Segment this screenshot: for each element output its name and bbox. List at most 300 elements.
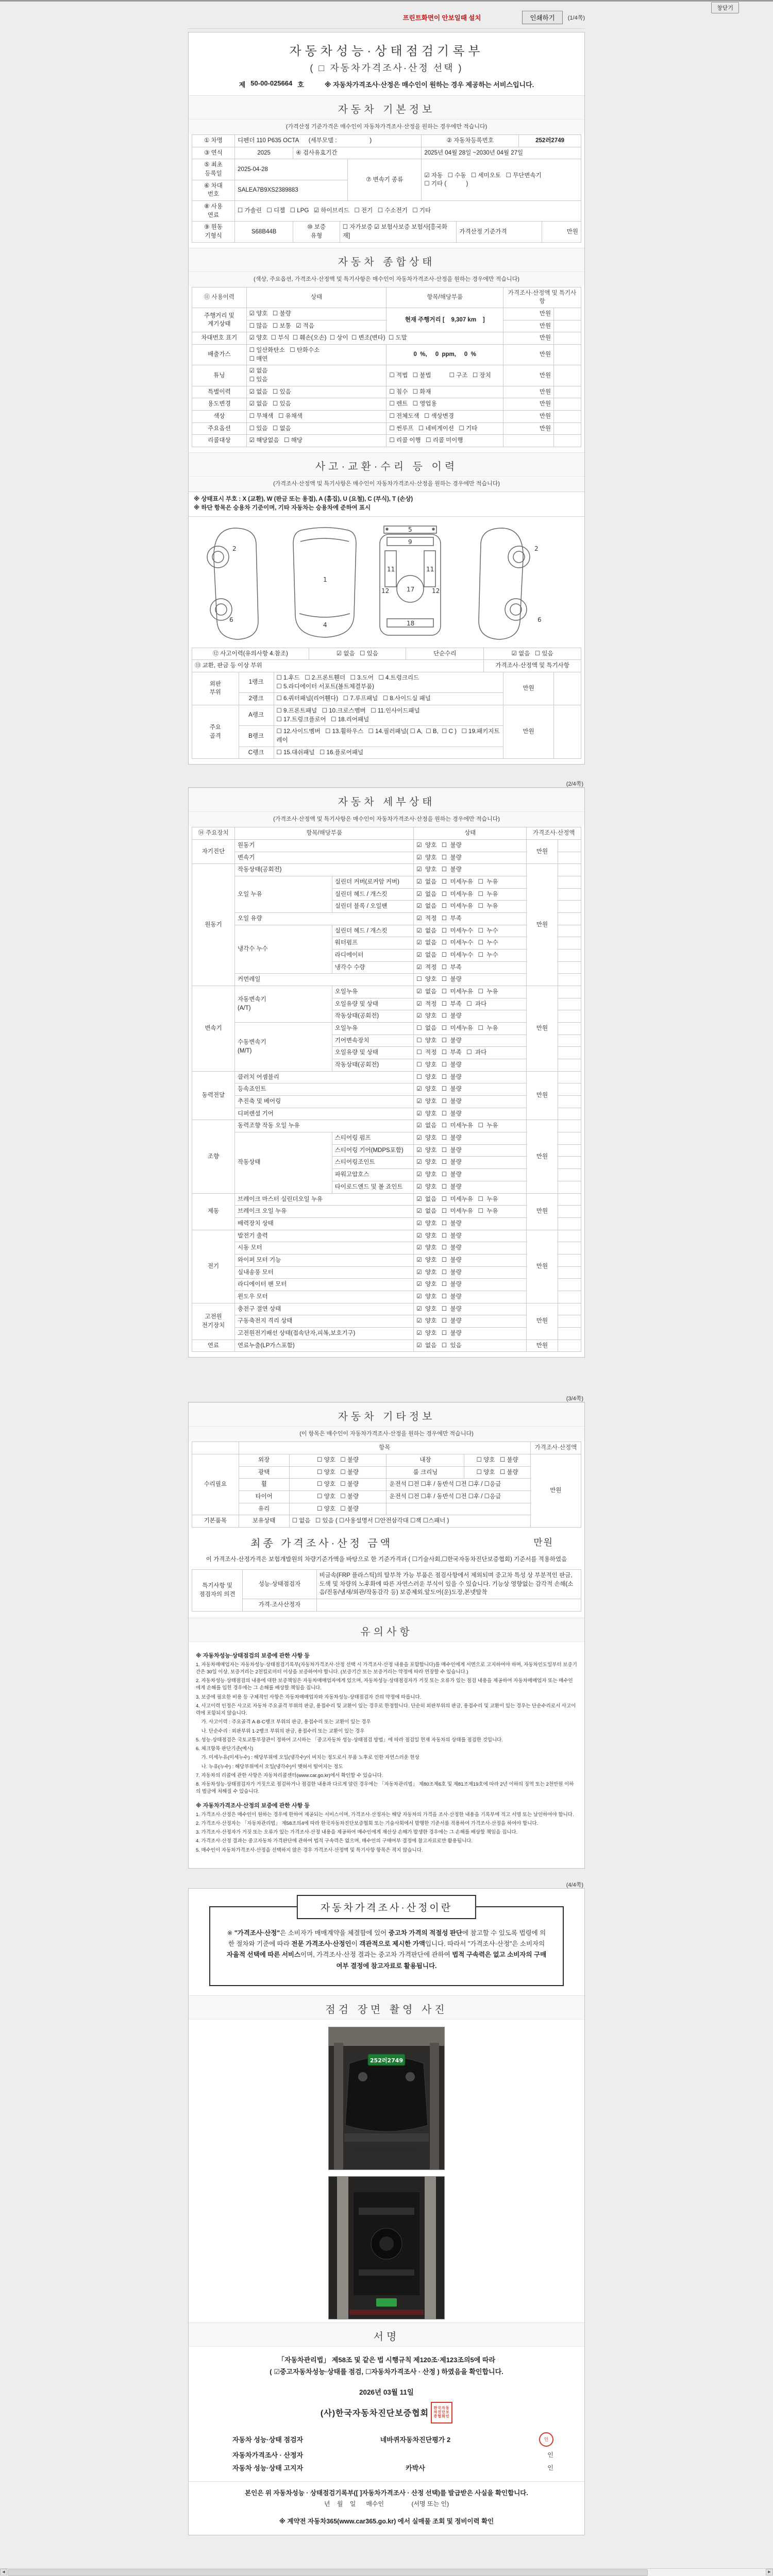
diagram-label: 1 <box>323 575 327 583</box>
checkbox-cell[interactable]: ☑ 양호 ☐ 불량 <box>414 1157 527 1169</box>
notice-item: 8. 자동차성능·상태점검자가 거짓으로 점검하거나 점검한 내용과 다르게 알린 경우에는 「자동차관리법」 제80조제6호 및 제81조제19호에 따라 2년 이하의 징역 또는 2천만원 이하의 벌금에 처해질 수 있습니다. <box>196 1782 574 1795</box>
cell: 실내송풍 모터 <box>235 1266 414 1279</box>
buyer-confirm-statement[interactable]: 본인은 위 자동차성능 · 상태점검기록부([ ]자동차가격조사 · 산정 선택)를 발급받은 사실을 확인합니다. <box>189 2481 584 2497</box>
cell: 만원 <box>503 365 553 386</box>
checkbox-cell[interactable]: ☑ 없음 ☐ 미세누수 ☐ 누수 <box>414 937 527 950</box>
cell <box>558 1035 581 1047</box>
checkbox-cell[interactable]: ☑ 없음 ☐ 미세누유 ☐ 누유 <box>414 888 527 901</box>
checkbox-cell[interactable]: ☑ 없음 ☐ 있음 <box>246 398 386 411</box>
checkbox-cell[interactable]: ☑ 양호 ☐ 불량 <box>414 1303 527 1315</box>
sign-row-label: 자동차가격조사 · 산정자 <box>232 2451 304 2459</box>
cell: 자동변속기 (A/T) <box>235 986 332 1023</box>
checkbox-cell[interactable]: ☐ 양호 ☐ 불량 <box>414 1059 527 1072</box>
inspector-opinion-table <box>189 1569 584 1612</box>
cell: 시동 모터 <box>235 1242 414 1255</box>
cell: 추진축 및 베어링 <box>235 1096 414 1108</box>
checkbox-cell[interactable]: ☑ 양호 ☐ 불량 <box>246 308 386 320</box>
notice-block2-items <box>196 1811 577 1854</box>
cell: 만원 <box>527 864 558 986</box>
doc-no: 50-00-025664 <box>250 79 293 87</box>
cell <box>558 1059 581 1072</box>
sign-statement-line2[interactable]: ( ☑중고자동차성능·상태를 점검, ☐자동차가격조사 · 산정 ) 하였음을 확인합니다. <box>270 2368 503 2376</box>
accident-history-table <box>189 648 584 672</box>
checkbox-cell[interactable]: ☐ 없음 ☐ 있음 ( ☐사용설명서 ☐안전삼각대 ☐잭 ☐스패너 ) <box>289 1515 530 1528</box>
checkbox-cell[interactable]: ☐ 렌트 ☐ 영업용 <box>386 398 503 411</box>
state-code-line1: ※ 상태표시 부호 : X (교환), W (판금 또는 용접), A (흠집), U (요철), C (부식), T (손상) <box>194 496 413 503</box>
sign-row-notifier <box>189 2461 584 2474</box>
checkbox-cell[interactable]: ☑ 양호 ☐ 불량 <box>414 1108 527 1120</box>
checkbox-cell[interactable]: ☐ 9.프론트패널 ☐ 10.크로스멤버 ☐ 11.인사이드패널 ☐ 17.트렁크플로어 ☐ 18.리어패널 <box>274 705 503 725</box>
cell: 오일 유량 <box>235 913 414 925</box>
section-other-note: (이 항목은 매수인이 자동차가격조사·산정을 원하는 경우에만 적습니다) <box>189 1427 584 1442</box>
cell: 성능·상태점검자 <box>243 1569 316 1599</box>
checkbox-cell[interactable]: ☑ 없음 ☐ 미세누수 ☐ 누수 <box>414 950 527 962</box>
printer-install-link[interactable]: 프린트화면이 안보일때 설치 <box>402 14 481 22</box>
sign-org-line <box>189 2402 584 2424</box>
cell: 변속기 <box>192 986 235 1072</box>
cell: 만원 <box>503 345 553 365</box>
cell: 색상 <box>192 411 247 423</box>
section-sign <box>189 2323 584 2347</box>
cell: 튜닝 <box>192 365 247 386</box>
notice-item: 4. 사고이력 인정은 사고로 자동차 주요골격 부위의 판금, 용접수리 및 교환이 있는 경우로 한정합니다. 단순히 외판부위의 판금, 용접수리 및 교환이 있는 경우는 단순수리로서 사고이력에 포함되지 않습니다. <box>196 1703 576 1717</box>
checkbox-cell[interactable]: ☑ 없음 ☐ 있음 <box>414 1340 527 1352</box>
cell: 차대번호 표기 <box>192 332 247 345</box>
checkbox-cell[interactable]: ☑ 양호 ☐ 불량 <box>414 1132 527 1145</box>
cell <box>558 1144 581 1157</box>
cell: 외판 부위 <box>192 672 239 705</box>
checkbox-cell[interactable]: ☑ 양호 ☐ 불량 <box>414 1266 527 1279</box>
diagram-label: 2 <box>534 545 539 552</box>
cell: 특기사항 및 점검자의 의견 <box>192 1569 243 1611</box>
checkbox-cell[interactable]: ☑ 양호 ☐ 불량 <box>414 840 527 852</box>
cell <box>558 925 581 937</box>
section-notice-title: 유의사항 <box>360 1626 413 1638</box>
checkbox-cell[interactable]: ☐ 썬루프 ☐ 네비게이션 ☐ 기타 <box>386 422 503 435</box>
text-segment: 은 소비자가 매매계약을 체결함에 있어 <box>280 1929 389 1937</box>
notice-body <box>189 1642 584 1863</box>
price-basis-line[interactable]: 이 가격조사·산정가격은 보험개발원의 차량기준가액을 바탕으로 한 기준가격과 ( ☐기술사회,☐한국자동차진단보증협회) 기준서를 적용하였음 <box>206 1556 567 1563</box>
cell: 수리필요 <box>192 1454 239 1515</box>
notice-item: 5. 매수인이 자동차가격조사·산정을 선택하지 않은 경우 가격조사·산정액 및 특기사항 항목은 적지 않습니다. <box>196 1847 423 1853</box>
section-photos <box>189 1995 584 2020</box>
notice-item: 5. 성능·상태점검은 국토교통부장관이 정하여 고시하는 「중고자동차 성능·상태점검 방법」에 따라 점검일 현재 자동차의 상태를 점검한 것입니다. <box>196 1737 503 1743</box>
section-detail-note: (가격조사·산정액 및 특기사항은 매수인이 자동차가격조사·산정을 원하는 경우에만 적습니다) <box>189 812 584 827</box>
diagram-label: 17 <box>407 585 415 593</box>
cell: 동력조향 작동 오일 누유 <box>235 1120 414 1132</box>
checkbox-cell[interactable]: ☐ 없음 ☐ 미세누유 ☐ 누유 <box>414 1023 527 1035</box>
sign-org-name: (사)한국자동차진단보증협회 <box>320 2409 429 2418</box>
cell: 조향 <box>192 1120 235 1193</box>
cell: 만원 <box>527 1120 558 1193</box>
cell: 커먼레일 <box>235 974 414 986</box>
checkbox-cell[interactable]: ☑ 없음 ☐ 미세누유 ☐ 누유 <box>414 1206 527 1218</box>
checkbox-cell[interactable]: ☐ 1.후드 ☐ 2.프론트휀더 ☐ 3.도어 ☐ 4.트렁크리드 ☐ 5.라디에이터 서포트(볼트체결부품) <box>274 672 503 692</box>
notice-item: 나. 단순수리 : 외판부위 1·2랭크 부위의 판금, 용접수리 또는 교환이 있는 경우 <box>196 1728 365 1734</box>
cell: 디퍼렌셜 기어 <box>235 1108 414 1120</box>
checkbox-cell[interactable]: ☑ 없음 ☐ 미세누유 ☐ 누유 <box>414 901 527 913</box>
cell: 냉각수 수량 <box>332 961 414 974</box>
cell: 스티어링 기어(MDPS포함) <box>332 1144 414 1157</box>
cell: 전기 <box>192 1230 235 1303</box>
horizontal-scrollbar[interactable] <box>0 2568 773 2576</box>
text-segment: 이며, 가격조사·산정 결과는 중고차 가격판단에 관하여 <box>300 1951 452 1959</box>
checkbox-cell[interactable]: ☑ 양호 ☐ 불량 <box>414 1181 527 1193</box>
cell: 제동 <box>192 1193 235 1230</box>
cell: 만원 <box>527 1230 558 1303</box>
inspection-photo-2 <box>328 2176 445 2319</box>
checkbox-cell[interactable]: ☐ 적법 ☐ 불법 ☐ 구조 ☐ 장치 <box>386 365 503 386</box>
section-basic-title: 자동차 기본정보 <box>338 104 435 115</box>
inspection-photos <box>189 2020 584 2323</box>
checkbox-cell[interactable]: ☐ 양호 ☐ 불량 <box>289 1490 386 1503</box>
checkbox-cell[interactable]: ☐ 15.대쉬패널 ☐ 16.플로어패널 <box>274 747 503 759</box>
notice-item: 7. 자동차의 리콜에 관한 사항은 자동차리콜센터(www.car.go.kr)에서 확인할 수 있습니다. <box>196 1772 383 1778</box>
car-damage-diagram <box>189 517 584 648</box>
checkbox-cell[interactable]: ☐ 있음 ☐ 없음 <box>246 422 386 435</box>
cell: 가격·조사산정자 <box>243 1599 316 1611</box>
checkbox-cell[interactable]: ☑ 없음 ☐ 미세누유 ☐ 누유 <box>414 1193 527 1206</box>
cell: 만원 <box>503 672 553 705</box>
checkbox-cell[interactable]: ☑ 적정 ☐ 부족 <box>414 961 527 974</box>
notice-item: 6. 체크항목 판단기준(예시) <box>196 1746 254 1752</box>
cell: 252러2749 <box>519 135 581 147</box>
cell <box>558 1340 581 1352</box>
cell: ⑩ 보증 유형 <box>293 222 340 242</box>
checkbox-cell[interactable]: ☑ 양호 ☐ 불량 <box>414 1083 527 1096</box>
cell <box>558 1230 581 1242</box>
cell: ② 자동차등록번호 <box>422 135 519 147</box>
cell <box>558 1291 581 1303</box>
doc-no-prefix: 제 <box>239 81 246 89</box>
checkbox-cell[interactable]: ☐ 양호 ☐ 불량 <box>289 1466 386 1479</box>
cell: 원동기 <box>235 840 414 852</box>
cell <box>558 913 581 925</box>
cell <box>558 1023 581 1035</box>
scroll-left-button[interactable]: ◀ <box>0 2569 7 2575</box>
cell: 타이로드엔드 및 볼 죠인트 <box>332 1181 414 1193</box>
cell <box>558 1108 581 1120</box>
cell: 구동축전지 격리 상태 <box>235 1315 414 1328</box>
checkbox-cell[interactable]: ☐ 양호 ☐ 불량 <box>414 1071 527 1083</box>
window-top-strip <box>0 0 773 2</box>
cell <box>558 1047 581 1059</box>
cell: 수동변속기 (M/T) <box>235 1023 332 1072</box>
checkbox-cell[interactable]: ☐ 많음 ☐ 보통 ☑ 적음 <box>246 320 386 332</box>
state-code-line2: ※ 하단 항목은 승용차 기준이며, 기타 자동차는 승용차에 준하여 표시 <box>194 505 371 512</box>
scrollbar-thumb[interactable] <box>8 2569 648 2576</box>
diagram-label: 6 <box>537 616 542 623</box>
diagram-label: 6 <box>229 616 233 623</box>
checkbox-cell[interactable]: ☑ 없음 ☐ 있음 <box>246 386 386 398</box>
cell <box>558 986 581 998</box>
text-segment: 법적 구속력은 없고 소비자의 구매여부 결정에 참고자료로 활용됩니다. <box>336 1951 547 1970</box>
cell: ⑦ 변속기 종류 <box>347 159 421 201</box>
text-segment: 입니다. 따라서 "가격조사·산정"은 소비자의 <box>425 1940 545 1948</box>
checkbox-cell[interactable]: 운전석 ☐전 ☐후 / 동반석 ☐전 ☐후 / ☐응급 <box>386 1479 530 1491</box>
cell: 충전구 절연 상태 <box>235 1303 414 1315</box>
cell: 작동상태(공회전) <box>332 1010 414 1023</box>
cell: 라디에이터 <box>332 950 414 962</box>
notice-block2-heading: ※ 자동차가격조사·산정의 보증에 관한 사항 등 <box>196 1802 310 1809</box>
checkbox-cell[interactable]: ☐ 양호 ☐ 불량 <box>289 1503 386 1515</box>
cell: 비금속(FRP 플라스틱)의 탈부착 가능 부품은 점검사항에서 제외되며 중고차 특성 상 부분적인 판금, 도색 및 차량의 노후화에 따른 자연스러운 부식이 있을 수 있습니다. 기능상 영향없는 감각적 손해(소음/진동/냄새/외관/작동감각 등) 보증제외.앞도어(운)도장,본넷탈착 <box>316 1569 581 1599</box>
cell <box>554 398 581 411</box>
cell: 배력장치 상태 <box>235 1217 414 1230</box>
sign-row-value: 카박사 <box>406 2464 425 2472</box>
cell: 만원 <box>527 840 558 864</box>
cell: 만원 <box>503 705 553 758</box>
cell: 오일 누유 <box>235 876 332 913</box>
text-segment: 에 참고할 수 있도록 법령에 의한 절차와 기준에 따라 <box>228 1929 546 1948</box>
checkbox-cell[interactable]: ☑ 양호 ☐ 불량 <box>414 1291 527 1303</box>
detail-state-table <box>189 827 584 1352</box>
cell: C랭크 <box>239 747 274 759</box>
notice-item: 4. 가격조사·산정 결과는 중고자동차 가격판단에 관하여 법적 구속력은 없으며, 매수인의 구매여부 결정에 참고자료로만 활용됩니다. <box>196 1838 473 1844</box>
checkbox-cell[interactable]: ☑ 자동 ☐ 수동 ☐ 세미오토 ☐ 무단변속기 ☐ 기타 ( ) <box>422 159 581 201</box>
cell: 실린더 커버(로커암 커버) <box>332 876 414 889</box>
checkbox-cell[interactable]: ☑ 없음 ☐ 있음 <box>246 365 386 386</box>
checkbox-cell[interactable]: ☑ 양호 ☐ 불량 <box>414 1242 527 1255</box>
document-subtitle: ( □ 자동차가격조사·산정 선택 ) <box>310 63 463 73</box>
cell: 가격산정 기준가격 <box>457 222 542 242</box>
checkbox-cell[interactable]: ☑ 해당없음 ☐ 해당 <box>246 435 386 447</box>
checkbox-cell[interactable]: ☑ 양호 ☐ 불량 <box>414 864 527 876</box>
cell <box>558 1254 581 1266</box>
cell: 항목 <box>239 1442 530 1454</box>
checkbox-cell[interactable]: ☑ 적정 ☐ 부족 <box>414 913 527 925</box>
cell <box>558 876 581 889</box>
about-price-title: 자동차가격조사·산정이란 <box>297 1895 476 1919</box>
cell: 작동상태 <box>235 1132 332 1193</box>
cell: 고전원전기배선 상태(접속단자,피복,보호기구) <box>235 1327 414 1340</box>
cell: ③ 연식 <box>192 147 235 159</box>
cell: 실린더 헤드 / 개스킷 <box>332 925 414 937</box>
cell: 발전기 출력 <box>235 1230 414 1242</box>
cell: 단순수리 <box>406 648 484 660</box>
text-segment: 자율적 선택에 따른 서비스 <box>226 1951 301 1959</box>
cell: 오일누유 <box>332 986 414 998</box>
cell: 2025년 04월 28일 ~2030년 04월 27일 <box>422 147 581 159</box>
cell: 휠 <box>239 1479 289 1491</box>
cell: ① 차명 <box>192 135 235 147</box>
checkbox-cell[interactable]: ☐ 리콜 이행 ☐ 리콜 미이행 <box>386 435 503 447</box>
cell: 만원 <box>542 222 581 242</box>
cell: 만원 <box>503 386 553 398</box>
scroll-right-button[interactable]: ▶ <box>766 2569 773 2575</box>
cell: 주요옵션 <box>192 422 247 435</box>
cell: 만원 <box>527 1303 558 1340</box>
cell: 와이퍼 모터 기능 <box>235 1254 414 1266</box>
diagram-label: 9 <box>408 538 412 546</box>
diagram-label: 12 <box>432 587 440 595</box>
cell: 기어변속장치 <box>332 1035 414 1047</box>
cell: 클러치 어셈블리 <box>235 1071 414 1083</box>
notice-item: 3. 가격조사·산정자가 거짓 또는 오류가 있는 가격조사·산정 내용을 제공하여 매수인에게 재산상 손해가 발생한 경우에는 그 손해를 배상할 책임을 집니다. <box>196 1829 518 1836</box>
cell: 동력전달 <box>192 1071 235 1120</box>
cell: 상태 <box>246 287 386 308</box>
checkbox-cell[interactable]: ☑ 양호 ☐ 불량 <box>414 1010 527 1023</box>
cell: 등속죠인트 <box>235 1083 414 1096</box>
checkbox-cell[interactable]: ☑ 양호 ☐ 불량 <box>414 1144 527 1157</box>
cell: 브레이크 오일 누유 <box>235 1206 414 1218</box>
cell: ④ 검사유효기간 <box>293 147 422 159</box>
cell: 파워고압호스 <box>332 1169 414 1181</box>
notice-item: 2. 가격조사·산정자는 「자동차관리법」 제58조의4에 따라 한국자동차진단보증협회 또는 기술사회에서 발행한 기준서를 적용하여 가격조사·산정을 하여야 합니다. <box>196 1820 539 1826</box>
cell <box>558 1217 581 1230</box>
checkbox-cell[interactable]: ☐ 가솔린 ☐ 디젤 ☐ LPG ☑ 하이브리드 ☐ 전기 ☐ 수소전기 ☐ 기타 <box>235 201 581 222</box>
cell: 용도변경 <box>192 398 247 411</box>
cell <box>558 1193 581 1206</box>
cell: 0 %, 0 ppm, 0 % <box>386 345 503 365</box>
cell <box>558 1083 581 1096</box>
checkbox-cell[interactable]: ☑ 양호 ☐ 불량 <box>414 1217 527 1230</box>
cell <box>558 961 581 974</box>
org-seal-stamp: 한국자동차진단보증협회인 <box>431 2402 452 2424</box>
cell: ⑥ 차대 번호 <box>192 180 235 200</box>
text-segment: "가격조사·산정" <box>234 1929 280 1937</box>
cell <box>503 435 553 447</box>
seal-placeholder: 인 <box>547 2451 553 2459</box>
text-segment: 전문 가격조사·산정인 <box>291 1940 351 1948</box>
checkbox-cell[interactable]: ☑ 양호 ☐ 불량 <box>414 852 527 864</box>
checkbox-cell[interactable]: ☐ 6.쿼터패널(리어휀다) ☐ 7.루프패널 ☐ 8.사이드실 패널 <box>274 693 503 705</box>
notice-block1-items <box>196 1662 577 1796</box>
checkbox-cell[interactable]: ☑ 양호 ☐ 불량 <box>414 1230 527 1242</box>
sign-row-appraiser <box>189 2448 584 2461</box>
checkbox-cell[interactable]: ☑ 없음 ☐ 미세누유 ☐ 누유 <box>414 876 527 889</box>
checkbox-cell[interactable]: 운전석 ☐전 ☐후 / 동반석 ☐전 ☐후 / ☐응급 <box>386 1490 530 1503</box>
sign-date: 2026년 03월 11일 <box>359 2388 414 2396</box>
cell <box>554 308 581 320</box>
checkbox-cell[interactable]: ☑ 양호 ☐ 부식 ☐ 훼손(오손) ☐ 상이 ☐ 변조(변타) ☐ 도말 <box>246 332 503 345</box>
cell: 상태 <box>414 827 527 840</box>
cell <box>558 1132 581 1145</box>
diagram-label: 11 <box>387 565 395 573</box>
cell: 만원 <box>503 411 553 423</box>
cell: 2랭크 <box>239 693 274 705</box>
cell <box>554 365 581 386</box>
section-other-title: 자동차 기타정보 <box>338 1411 435 1423</box>
checkbox-cell[interactable]: ☑ 없음 ☐ 미세누유 ☐ 누유 <box>414 986 527 998</box>
cell <box>558 864 581 876</box>
cell: ⑫ 사고이력(유의사항 4.참조) <box>192 648 309 660</box>
checkbox-cell[interactable]: ☐ 양호 ☐ 불량 <box>414 1035 527 1047</box>
page-3 <box>188 1396 585 1869</box>
checkbox-cell[interactable]: ☑ 없음 ☐ 있음 <box>484 648 581 660</box>
checkbox-cell[interactable]: ☑ 양호 ☐ 불량 <box>414 1279 527 1291</box>
checkbox-cell[interactable]: ☐ 양호 ☐ 불량 <box>464 1466 530 1479</box>
cell: ⑬ 교환, 판금 등 이상 부위 <box>192 660 484 672</box>
cell <box>558 1327 581 1340</box>
text-segment: ※ <box>227 1929 234 1937</box>
cell: 내장 <box>386 1454 464 1466</box>
cell: 2025 <box>235 147 293 159</box>
cell: 만원 <box>503 308 553 320</box>
cell: 만원 <box>527 1071 558 1120</box>
checkbox-cell[interactable]: ☐ 자가보증 ☑ 보험사보증 보험사[흥국화재] <box>340 222 457 242</box>
checkbox-cell[interactable]: ☑ 적정 ☐ 부족 ☐ 과다 <box>414 998 527 1010</box>
section-history-note: (가격조사·산정액 및 특기사항은 매수인이 자동차가격조사·산정을 원하는 경우에만 적습니다) <box>189 477 584 492</box>
checkbox-cell[interactable]: ☐ 양호 ☐ 불량 <box>464 1454 530 1466</box>
buyer-sign-line[interactable]: 년 월 일 매수인 (서명 또는 인) <box>324 2500 449 2507</box>
checkbox-cell[interactable]: ☑ 양호 ☐ 불량 <box>414 1254 527 1266</box>
car365-notice[interactable]: ※ 계약전 자동차365(www.car365.go.kr) 에서 실매물 조회 및 정비이력 확인 <box>279 2517 494 2525</box>
section-photos-title: 점검 장면 촬영 사진 <box>325 2004 448 2015</box>
cell: ⑪ 사용이력 <box>192 287 247 308</box>
cell: SALEA7B9XS2389883 <box>235 180 348 200</box>
cell: 오일유량 및 상태 <box>332 1047 414 1059</box>
cell: 1랭크 <box>239 672 274 692</box>
basic-info-table <box>189 134 584 222</box>
text-segment: 중고차 가격의 적절성 판단 <box>388 1929 462 1937</box>
cell: A랭크 <box>239 705 274 725</box>
checkbox-cell[interactable]: ☑ 없음 ☐ 미세누수 ☐ 누수 <box>414 925 527 937</box>
checkbox-cell[interactable]: ☐ 12.사이드멤버 ☐ 13.휠하우스 ☐ 14.필러패널( ☐ A, ☐ B, ☐ C ) ☐ 19.패키지트레이 <box>274 726 503 747</box>
checkbox-cell[interactable]: ☐ 전체도색 ☐ 색상변경 <box>386 411 503 423</box>
cell: 오일누유 <box>332 1023 414 1035</box>
notice-item: 2. 자동차성능·상태점검의 내용에 대한 보증책임은 자동차매매업자에게 있으며, 자동차성능·상태점검자가 거짓 또는 오류가 있는 점검 내용을 제공하여 자동차매매업자 또는 매수인에게 손해를 입힌 경우에는 그 손해를 배상할 책임을 집니다. <box>196 1678 573 1691</box>
checkbox-cell[interactable]: ☐ 무채색 ☐ 유채색 <box>246 411 386 423</box>
cell <box>558 901 581 913</box>
page-4 <box>188 1882 585 2535</box>
cell: 워터펌프 <box>332 937 414 950</box>
cell: 작동상태(공회전) <box>332 1059 414 1072</box>
sign-statement[interactable] <box>189 2354 584 2378</box>
cell: 만원 <box>503 332 553 345</box>
cell <box>316 1599 581 1611</box>
checkbox-cell[interactable]: ☐ 적정 ☐ 부족 ☐ 과다 <box>414 1047 527 1059</box>
diagram-label: 4 <box>323 621 327 629</box>
checkbox-cell[interactable]: ☑ 없음 ☐ 미세누유 ☐ 누유 <box>414 1120 527 1132</box>
checkbox-cell[interactable]: ☑ 양호 ☐ 불량 <box>414 1327 527 1340</box>
diagram-label: 5 <box>408 526 412 533</box>
checkbox-cell[interactable]: ☐ 양호 ☐ 불량 <box>289 1479 386 1491</box>
checkbox-cell[interactable]: ☐ 양호 ☐ 불량 <box>414 974 527 986</box>
page-2 <box>188 781 585 1358</box>
cell <box>558 852 581 864</box>
diagram-label: 12 <box>381 587 390 595</box>
checkbox-cell[interactable]: ☐ 일산화탄소 ☐ 탄화수소 ☐ 매연 <box>246 345 386 365</box>
cell <box>558 840 581 852</box>
checkbox-cell[interactable]: ☐ 침수 ☐ 화재 <box>386 386 503 398</box>
cell: ⑭ 주요장치 <box>192 827 235 840</box>
notice-item: 가. 미세누유(미세누수) : 해당부위에 오일(냉각수)이 비치는 정도로서 부품 노후로 인한 자연스러운 현상 <box>196 1755 419 1761</box>
cell: 실린더 헤드 / 개스킷 <box>332 888 414 901</box>
cell: B랭크 <box>239 726 274 747</box>
checkbox-cell[interactable]: ☐ 양호 ☐ 불량 <box>289 1454 386 1466</box>
cell: 기본품목 <box>192 1515 239 1528</box>
section-basic-note: (가격산정 기준가격은 매수인이 자동차가격조사·산정을 원하는 경우에만 적습니다) <box>189 120 584 134</box>
cell <box>558 950 581 962</box>
close-window-button[interactable]: 창닫기 <box>711 2 739 13</box>
print-button[interactable]: 인쇄하기 <box>522 11 562 24</box>
cell: ⑤ 최초 등록일 <box>192 159 235 180</box>
checkbox-cell[interactable]: ☑ 양호 ☐ 불량 <box>414 1315 527 1328</box>
photo-license-plate: 252러2749 <box>369 2057 404 2064</box>
section-overall-note: (색상, 주요옵션, 가격조사·산정액 및 특기사항은 매수인이 자동차가격조사·산정을 원하는 경우에만 적습니다) <box>189 272 584 287</box>
panel-rank-table <box>189 672 584 759</box>
cell <box>554 332 581 345</box>
checkbox-cell[interactable]: ☑ 양호 ☐ 불량 <box>414 1169 527 1181</box>
checkbox-cell[interactable]: ☑ 양호 ☐ 불량 <box>414 1096 527 1108</box>
checkbox-cell[interactable]: ☑ 없음 ☐ 있음 <box>309 648 406 660</box>
cell: 항목/해당부품 <box>235 827 414 840</box>
cell: 2025-04-28 <box>235 159 348 180</box>
overall-state-table <box>189 287 584 447</box>
cell: 만원 <box>503 320 553 332</box>
inspection-photo-1 <box>328 2027 445 2170</box>
